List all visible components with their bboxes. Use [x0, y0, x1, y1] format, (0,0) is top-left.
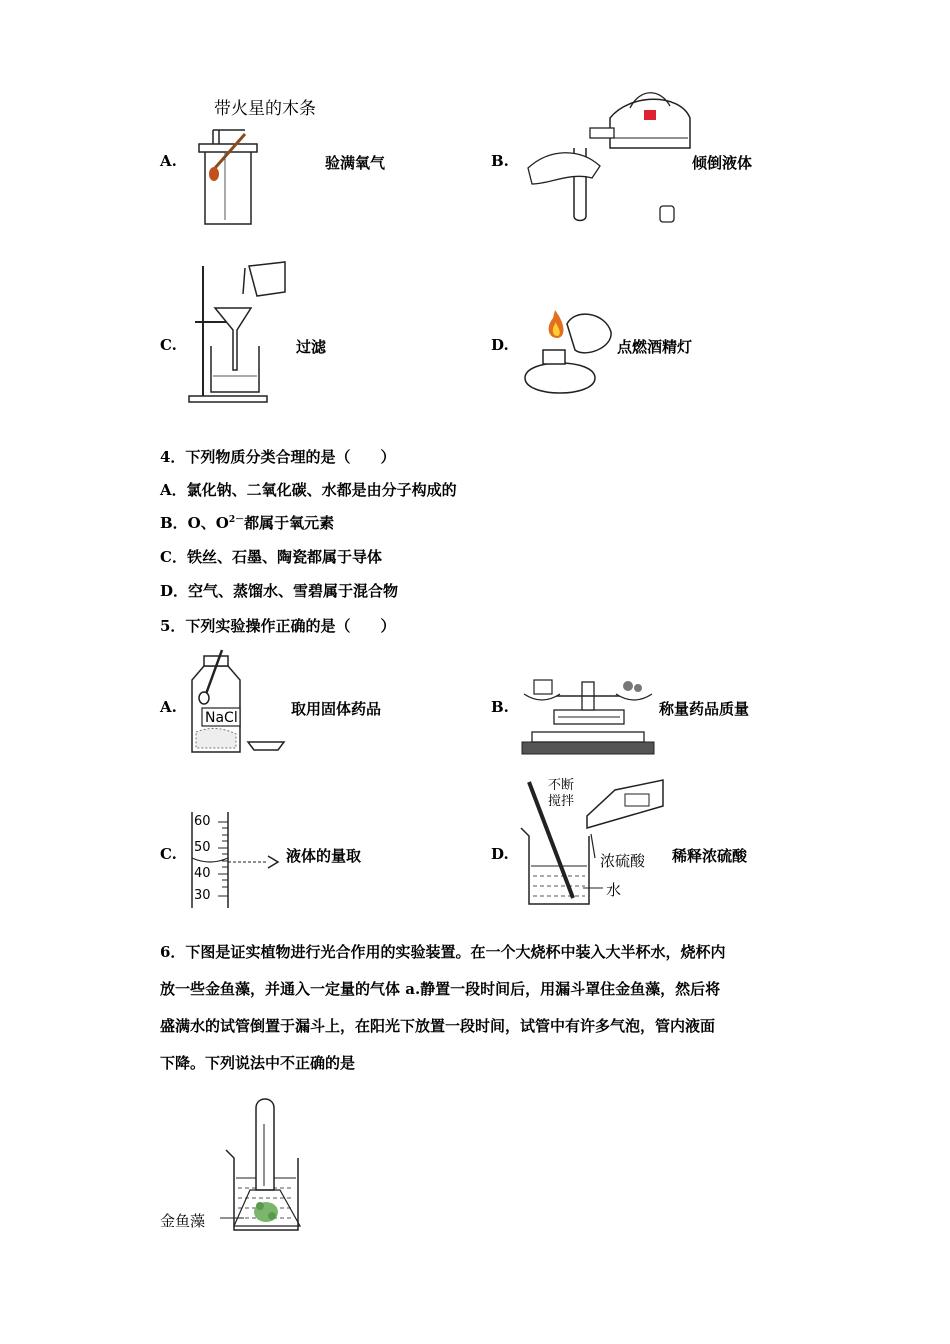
q6-line-3: 盛满水的试管倒置于漏斗上，在阳光下放置一段时间，试管中有许多气泡，管内液面	[160, 1017, 716, 1035]
filtration-figure	[185, 258, 295, 406]
q4-option-b-suffix: 都属于氧元素	[244, 514, 335, 532]
q4-option-c: C．铁丝、石墨、陶瓷都属于导体	[160, 548, 382, 566]
q4-option-b-prefix: B．O、O	[160, 514, 229, 532]
pour-liquid-figure	[520, 88, 700, 228]
q3-option-a-letter: A.	[160, 152, 177, 170]
cylinder-tick-60: 60	[194, 814, 211, 829]
caption-glowing-splint: 带火星的木条	[214, 99, 316, 119]
q5-option-b-letter: B.	[491, 698, 509, 716]
label-goldfish-weed: 金鱼藻	[160, 1212, 206, 1230]
label-water: 水	[606, 881, 622, 899]
photosynthesis-apparatus-figure	[220, 1094, 310, 1234]
light-alcohol-lamp-figure	[515, 298, 615, 408]
q3-option-a-text: 验满氧气	[325, 154, 386, 172]
q6-line-2: 放一些金鱼藻，并通入一定量的气体 a.静置一段时间后，用漏斗罩住金鱼藻，然后将	[160, 980, 721, 998]
balance-figure	[518, 666, 658, 758]
q3-option-d-letter: D.	[491, 336, 509, 354]
q5-option-a-text: 取用固体药品	[291, 700, 382, 718]
q4-option-d: D．空气、蒸馏水、雪碧属于混合物	[160, 582, 399, 600]
label-concentrated-acid: 浓硫酸	[600, 852, 646, 870]
q3-option-b-letter: B.	[491, 152, 509, 170]
q6-line-1: 6．下图是证实植物进行光合作用的实验装置。在一个大烧杯中装入大半杯水，烧杯内	[160, 943, 726, 961]
oxygen-check-figure	[185, 120, 265, 230]
q5-option-c-text: 液体的量取	[286, 847, 362, 865]
nacl-bottle-label: NaCl	[205, 710, 238, 726]
q3-option-d-text: 点燃酒精灯	[617, 338, 693, 356]
cylinder-tick-30: 30	[194, 888, 211, 903]
q3-option-c-text: 过滤	[296, 338, 327, 356]
cylinder-tick-50: 50	[194, 840, 211, 855]
q6-line-4: 下降。下列说法中不正确的是	[160, 1054, 356, 1072]
q5-option-d-letter: D.	[491, 845, 509, 863]
q4-option-a: A．氯化钠、二氧化碳、水都是由分子构成的	[160, 481, 457, 499]
q5-option-d-text: 稀释浓硫酸	[672, 847, 748, 865]
q5-stem: 5．下列实验操作正确的是（ ）	[160, 617, 396, 635]
take-solid-figure	[188, 646, 292, 756]
q4-stem: 4．下列物质分类合理的是（ ）	[160, 448, 396, 466]
cylinder-tick-40: 40	[194, 866, 211, 881]
label-keep-stirring: 不断搅拌	[548, 778, 575, 809]
q3-option-b-text: 倾倒液体	[692, 154, 753, 172]
q5-option-a-letter: A.	[160, 698, 177, 716]
q3-option-c-letter: C.	[160, 336, 177, 354]
q5-option-c-letter: C.	[160, 845, 177, 863]
q5-option-b-text: 称量药品质量	[659, 700, 750, 718]
q4-option-b	[160, 512, 334, 533]
dilute-acid-figure	[515, 776, 670, 910]
q4-option-b-sup: 2－	[228, 515, 245, 525]
